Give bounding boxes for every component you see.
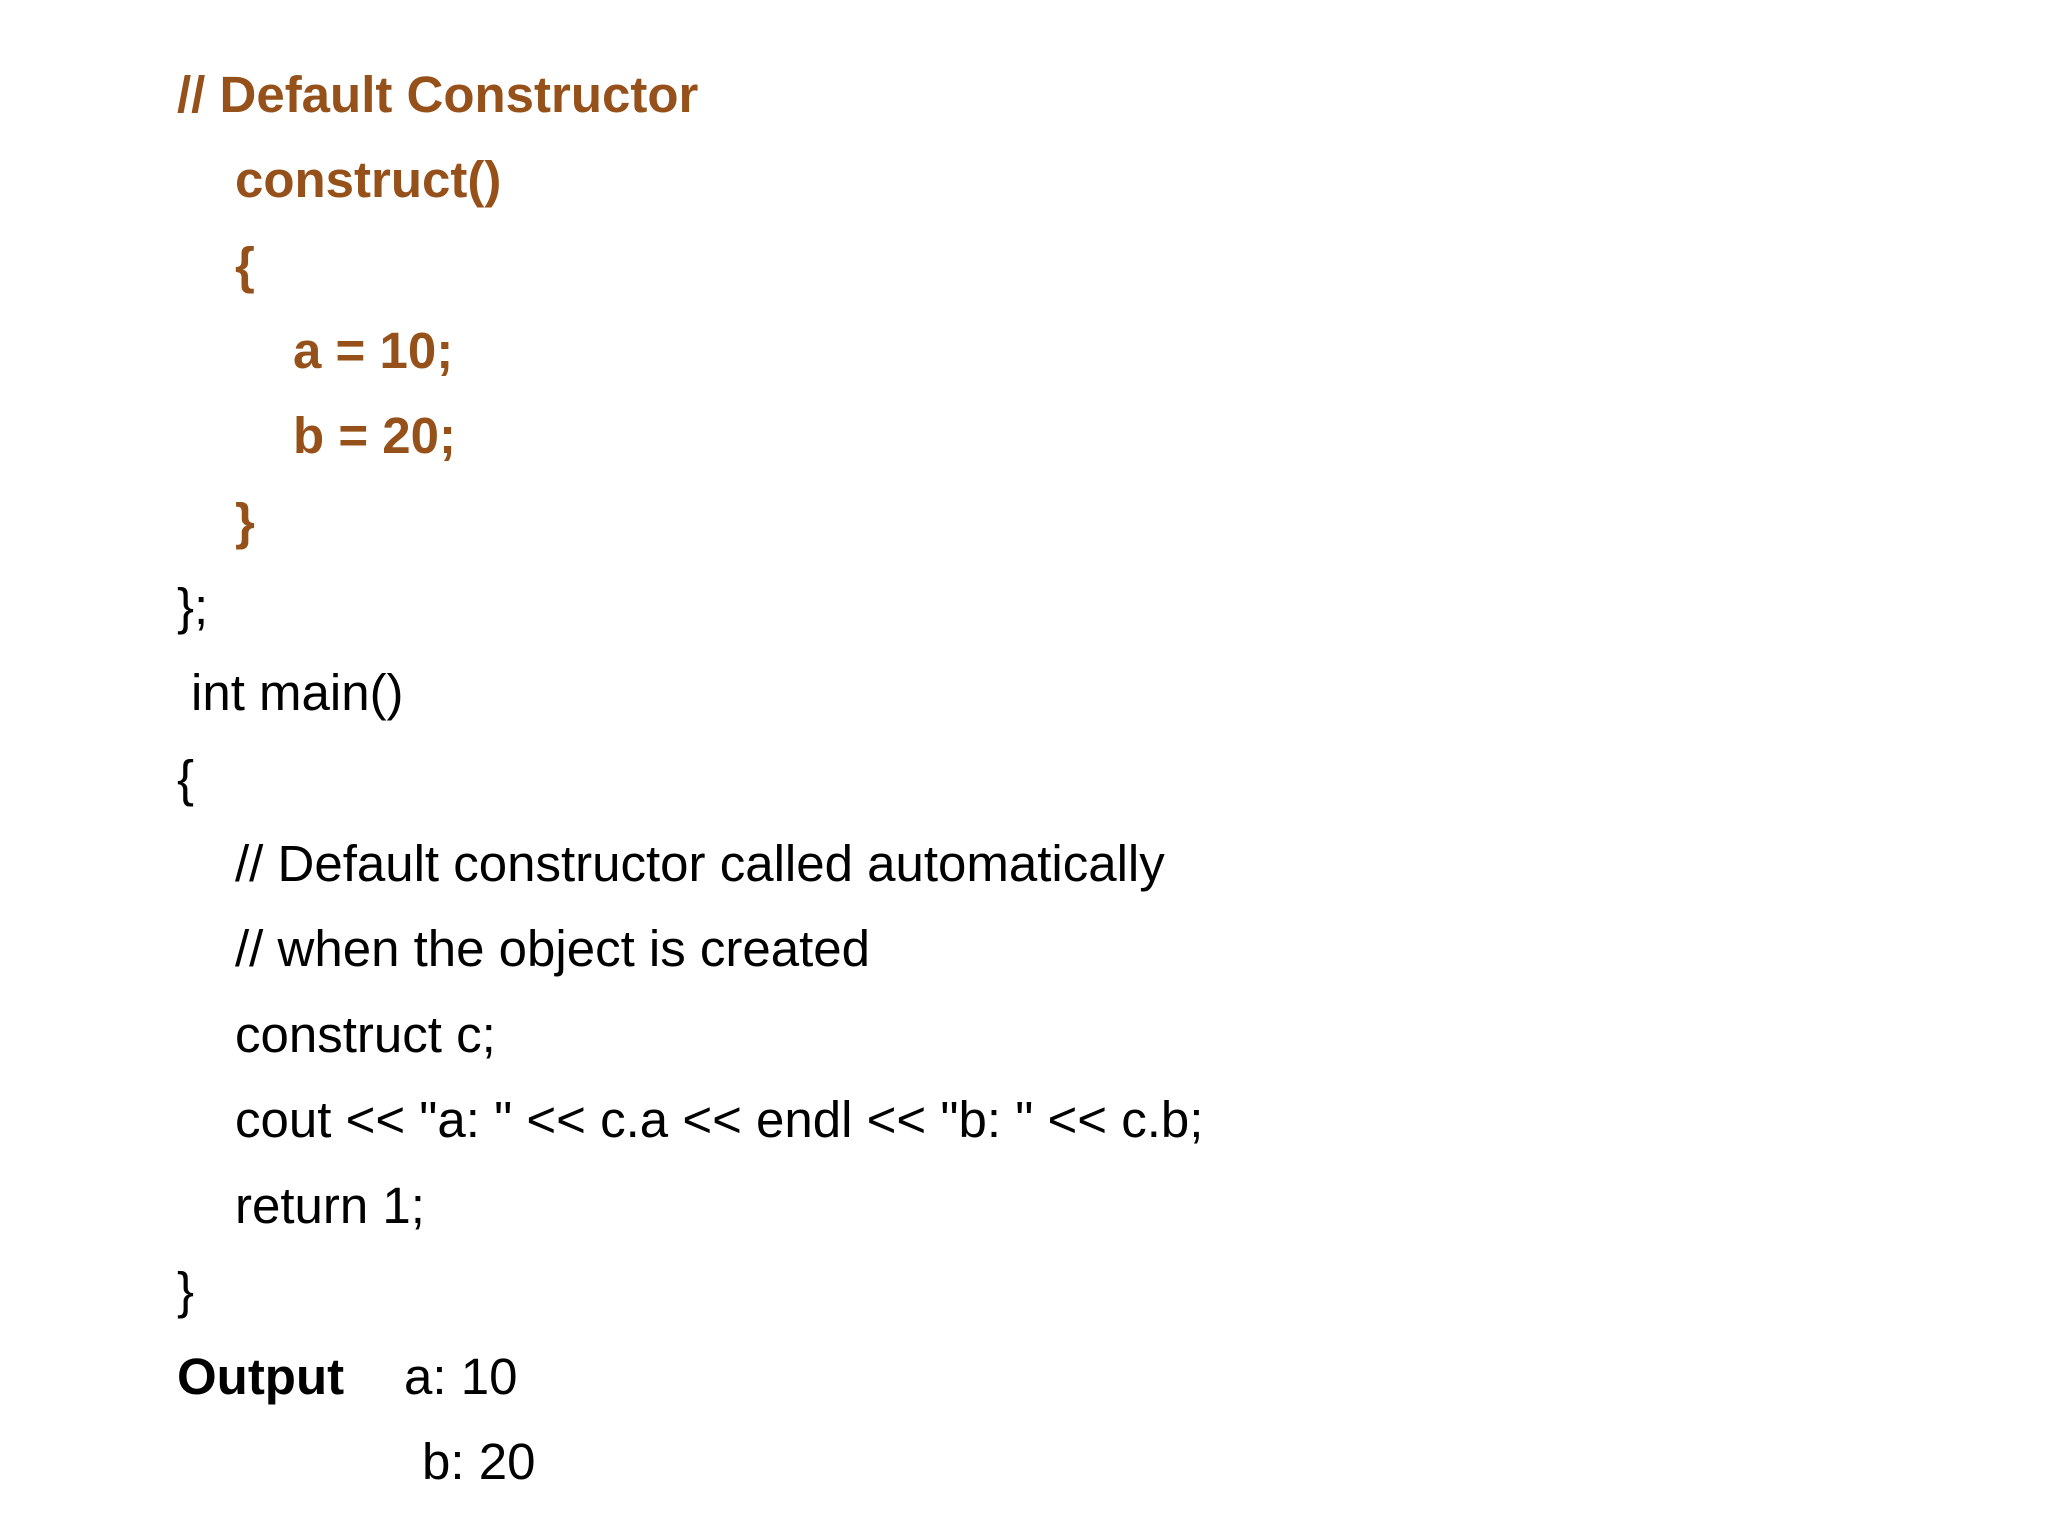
code-class-close: }; — [177, 578, 209, 635]
code-constructor-open-brace: { — [235, 237, 255, 294]
code-constructor-close-brace: } — [235, 493, 255, 550]
code-object-declaration: construct c; — [235, 1006, 496, 1063]
code-comment-called-automatically: // Default constructor called automatically — [235, 835, 1165, 892]
code-assign-b: b = 20; — [293, 407, 456, 464]
output-line-b: b: 20 — [422, 1433, 536, 1490]
code-main-close-brace: } — [177, 1262, 195, 1319]
code-comment-object-created: // when the object is created — [235, 920, 871, 977]
code-constructor-signature: construct() — [235, 151, 502, 208]
code-main-open-brace: { — [177, 750, 195, 807]
code-cout-statement: cout << "a: " << c.a << endl << "b: " << c.b; — [235, 1091, 1204, 1148]
code-main-signature: int main() — [191, 664, 404, 721]
output-line-a: a: 10 — [404, 1348, 518, 1405]
code-comment-default-constructor: // Default Constructor — [177, 66, 699, 123]
code-return-statement: return 1; — [235, 1177, 425, 1234]
code-assign-a: a = 10; — [293, 322, 454, 379]
output-label: Output — [177, 1348, 345, 1405]
